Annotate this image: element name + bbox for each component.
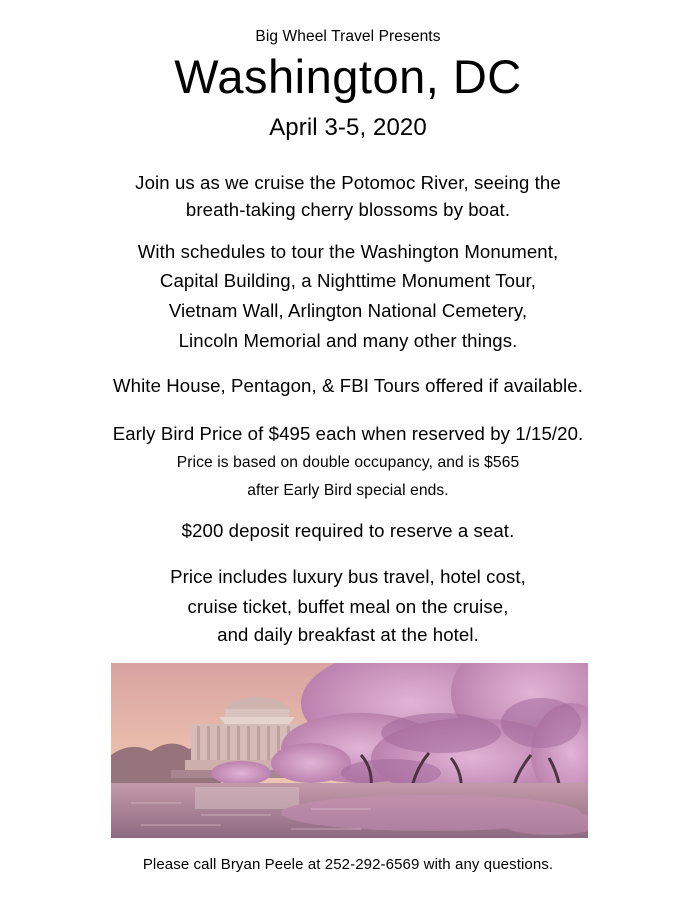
- includes-line-1: Price includes luxury bus travel, hotel cost,: [170, 566, 526, 587]
- occupancy-note-line-1: Price is based on double occupancy, and is $565: [176, 454, 520, 471]
- page-title: Washington, DC: [174, 50, 522, 103]
- presenter-line: Big Wheel Travel Presents: [255, 28, 441, 45]
- intro-line-1: Join us as we cruise the Potomoc River, seeing the: [135, 172, 561, 193]
- schedule-line-4: Lincoln Memorial and many other things.: [178, 330, 518, 351]
- includes-line-2: cruise ticket, buffet meal on the cruise,: [187, 596, 509, 617]
- intro-line-2: breath-taking cherry blossoms by boat.: [185, 199, 511, 220]
- deposit-line: $200 deposit required to reserve a seat.: [181, 520, 515, 541]
- schedule-line-1: With schedules to tour the Washington Monument,: [137, 241, 559, 262]
- optional-tours-line: White House, Pentagon, & FBI Tours offered if available.: [112, 375, 583, 396]
- includes-line-3: and daily breakfast at the hotel.: [217, 624, 479, 645]
- occupancy-note-line-2: after Early Bird special ends.: [247, 482, 449, 499]
- schedule-line-3: Vietnam Wall, Arlington National Cemetery,: [168, 300, 528, 321]
- early-bird-line: Early Bird Price of $495 each when reserved by 1/15/20.: [112, 423, 584, 444]
- trip-dates: April 3-5, 2020: [269, 114, 427, 141]
- contact-line: Please call Bryan Peele at 252-292-6569 with any questions.: [142, 856, 554, 873]
- schedule-line-2: Capital Building, a Nighttime Monument Tour,: [159, 270, 537, 291]
- cherry-blossom-memorial-photo: [111, 663, 588, 838]
